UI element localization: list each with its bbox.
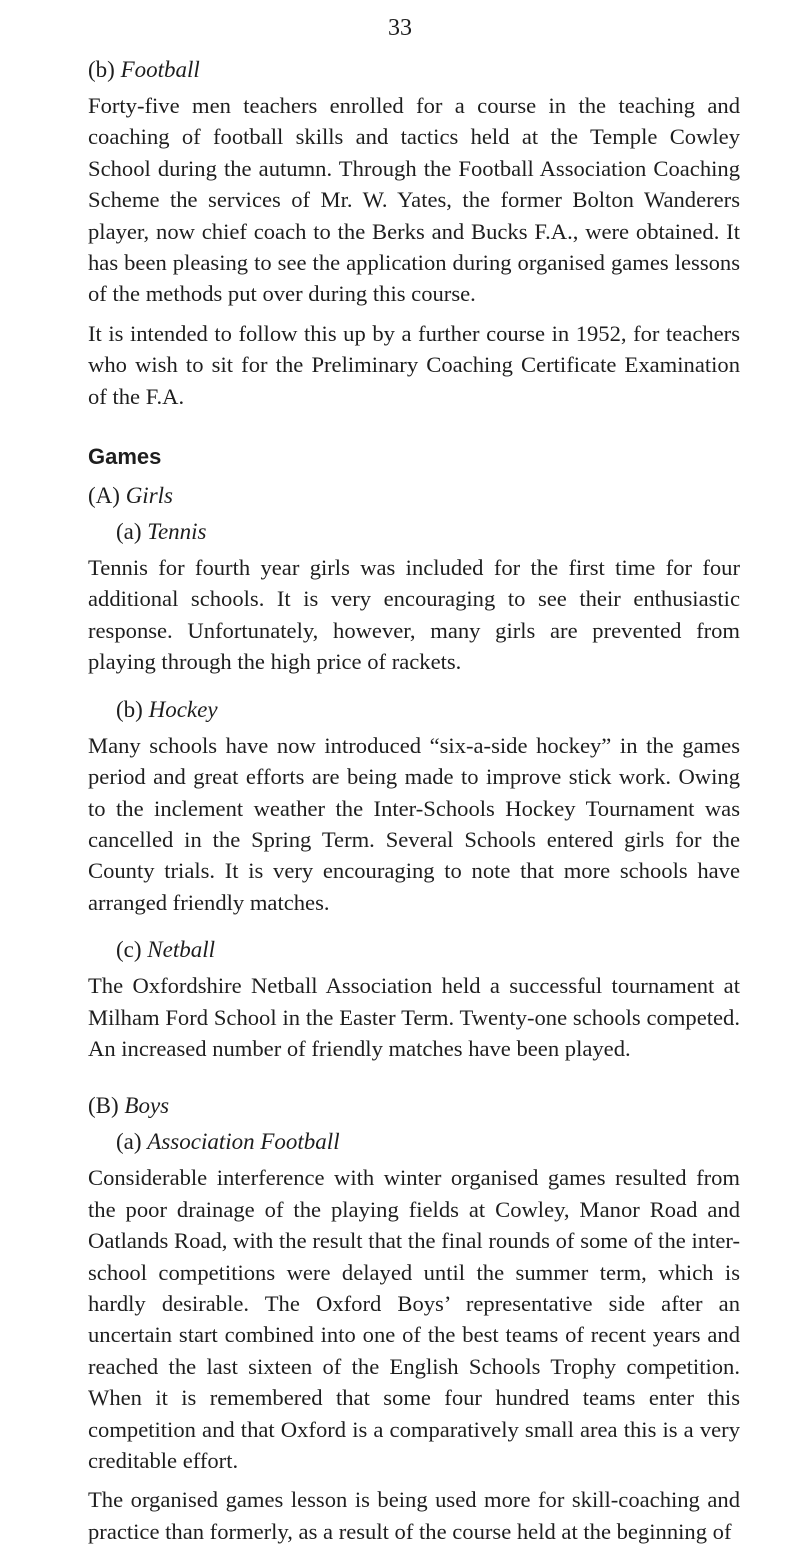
football-label: (b) xyxy=(88,57,115,82)
netball-heading xyxy=(116,934,740,966)
boys-label: (B) xyxy=(88,1093,119,1119)
girls-label: (A) xyxy=(88,483,120,509)
association-football-heading xyxy=(116,1126,740,1158)
football-paragraph: Forty-five men teachers enrolled for a course in the teaching and coaching of football skills and tactics held at the Temple Cowley School during the autumn. Through the Football Association Coaching Scheme the services of Mr. W. Yates, the former Bolton Wanderers player, now chief coach to the Berks and Bucks F.A., were obtained. It has been pleasing to see the application during organised games lessons of the methods put over during this course. xyxy=(88,93,740,307)
boys-title: Boys xyxy=(124,1093,170,1119)
games-heading: Games xyxy=(88,444,162,470)
association-football-paragraph: Considerable interference with winter organised games resulted from the poor drainage of the playing fields at Cowley, Manor Road and Oatlands Road, with the result that the final rounds of some of the inter-school competitions were delayed until the summer term, which is hardly desirable. The Oxford Boys’ representative side after an uncertain start combined into one of the best teams of recent years and reached the last sixteen of the English Schools Trophy competition. When it is remembered that some four hundred teams enter this competition and that Oxford is a comparatively small area this is a very creditable effort. xyxy=(88,1165,740,1473)
tennis-label: (a) xyxy=(116,519,142,545)
association-football-label: (a) xyxy=(116,1129,142,1155)
football-paragraph: It is intended to follow this up by a further course in 1952, for teachers who wish to sit for the Preliminary Coaching Certificate Examination of the F.A. xyxy=(88,320,740,409)
girls-title: Girls xyxy=(125,483,173,509)
hockey-title: Hockey xyxy=(148,696,218,722)
tennis-paragraph: Tennis for fourth year girls was included for the first time for four additional schools. It is very encouraging to see their enthusiastic response. Unfortunately, however, many girls are prevented from playing through the high price of rackets. xyxy=(88,555,740,675)
football-title: Football xyxy=(120,57,200,82)
boys-heading xyxy=(88,1090,740,1122)
tennis-heading xyxy=(116,516,740,548)
netball-paragraph: The Oxfordshire Netball Association held a successful tournament at Milham Ford School in the Easter Term. Twenty-one schools competed. An increased number of friendly matches have been played. xyxy=(88,973,740,1061)
girls-heading xyxy=(88,480,740,512)
hockey-label: (b) xyxy=(116,696,143,722)
hockey-paragraph: Many schools have now introduced “six-a-side hockey” in the games period and great efforts are being made to improve stick work. Owing to the inclement weather the Inter-Schools Hockey Tournament was cancelled in the Spring Term. Several Schools entered girls for the County trials. It is very encouraging to note that more schools have arranged friendly matches. xyxy=(88,732,740,915)
page-number: 33 xyxy=(388,15,412,41)
association-football-paragraph: The organised games lesson is being used more for skill-coaching and practice than formerly, as a result of the course held at the beginning of xyxy=(88,1487,740,1544)
association-football-title: Association Football xyxy=(147,1129,340,1155)
page-body xyxy=(88,54,740,1555)
netball-label: (c) xyxy=(116,937,142,963)
netball-title: Netball xyxy=(147,937,216,963)
football-subheading xyxy=(88,54,740,86)
tennis-title: Tennis xyxy=(147,519,207,545)
hockey-heading xyxy=(116,694,740,726)
